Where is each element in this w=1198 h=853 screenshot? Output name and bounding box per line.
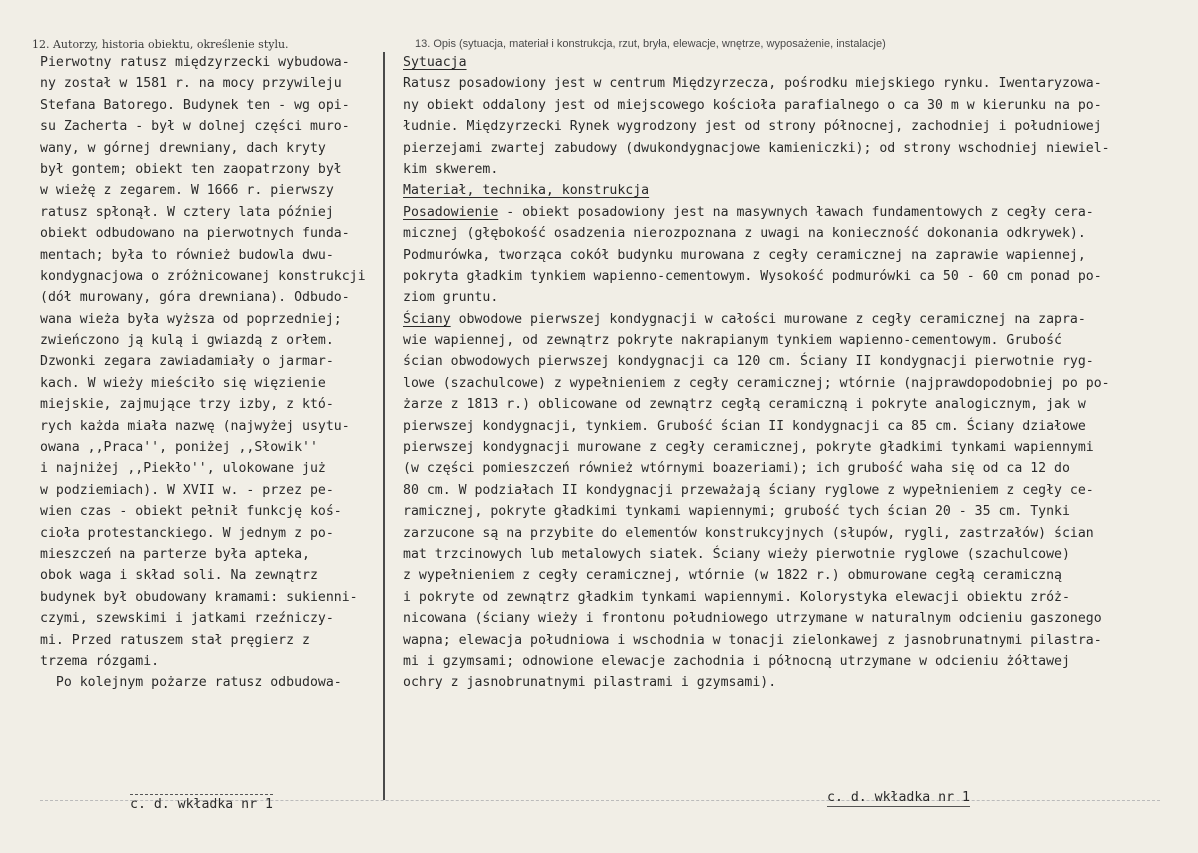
text-line: pierwszej kondygnacji, tynkiem. Grubość ścian II kondygnacji ca 85 cm. Ściany działowe — [403, 418, 1086, 434]
text-line: Stefana Batorego. Budynek ten - wg opi- — [40, 97, 350, 113]
text-line: Po kolejnym pożarze ratusz odbudowa- — [40, 675, 342, 691]
description-column — [403, 52, 1163, 694]
text-line: mi i gzymsami; odnowione elewacje zachodnia i północną utrzymane w odcieniu żółtawej — [403, 653, 1070, 669]
text-line: trzema rózgami. — [40, 653, 160, 669]
history-column — [40, 52, 380, 694]
text-line: wie wapiennej, od zewnątrz pokryte nakrapianym tynkiem wapienno-cementowym. Grubość — [403, 333, 1062, 349]
text-line: owana ,,Praca'', poniżej ,,Słowik'' — [40, 440, 318, 456]
text-line: Ratusz posadowiony jest w centrum Międzyrzecza, pośrodku miejskiego rynku. Iwentaryzowa- — [403, 76, 1102, 92]
text-line — [403, 309, 1163, 330]
text-line: kim skwerem. — [403, 161, 499, 177]
text-line: miejskie, zajmujące trzy izby, z któ- — [40, 397, 334, 413]
text-line — [403, 202, 1163, 223]
text-line: żarze z 1813 r.) oblicowane od zewnątrz cegłą ceramiczną i pokryte analogicznym, jak w — [403, 397, 1086, 413]
text-line: mieszczeń na parterze była apteka, — [40, 546, 310, 562]
text-line: w podziemiach). W XVII w. - przez pe- — [40, 482, 334, 498]
subsection-heading: Materiał, technika, konstrukcja — [403, 183, 650, 199]
text-line: Pierwotny ratusz międzyrzecki wybudowa- — [40, 55, 350, 70]
text-line: ny obiekt oddalony jest od miejscowego kościoła parafialnego o ca 30 m w kierunku na po- — [403, 97, 1102, 113]
text-line: ochry z jasnobrunatnymi pilastrami i gzymsami). — [403, 675, 777, 691]
text-line: Dzwonki zegara zawiadamiały o jarmar- — [40, 354, 334, 370]
text-line: kondygnacjowa o zróżnicowanej konstrukcji — [40, 268, 366, 284]
text-line: i najniżej ,,Piekło'', ulokowane już — [40, 461, 326, 477]
text-line: pierwszej kondygnacji murowane z cegły ceramicznej, pokryte gładkimi tynkami wapiennymi — [403, 440, 1094, 456]
text-line: wapna; elewacja południowa i wschodnia w tonacji zielonkawej z jasnobrunatnymi pilastra- — [403, 632, 1102, 648]
subsection-heading: Sytuacja — [403, 55, 467, 70]
text-line: 80 cm. W podziałach II kondygnacji przeważają ściany ryglowe z wypełnieniem z cegły ce- — [403, 482, 1094, 498]
text-line: pierzejami zwartej zabudowy (dwukondygnacjowe kamieniczki); od strony wschodniej niewiel- — [403, 140, 1110, 156]
text-line: w wieżę z zegarem. W 1666 r. pierwszy — [40, 183, 334, 199]
text-line: wany, w górnej drewniany, dach kryty — [40, 140, 326, 156]
text-line: mi. Przed ratuszem stał pręgierz z — [40, 632, 310, 648]
continuation-note-left: c. d. wkładka nr 1 — [130, 794, 273, 812]
text-line: obok waga i skład soli. Na zewnątrz — [40, 568, 318, 584]
text-line: su Zacherta - był w dolnej części muro- — [40, 119, 350, 135]
paragraph-lead-term: Ściany — [403, 311, 451, 327]
text-line: wien czas - obiekt pełnił funkcję koś- — [40, 504, 342, 520]
text-line: zwieńczono ją kulą i gwiazdą z orłem. — [40, 333, 334, 349]
text-line: rych każda miała nazwę (najwyżej usytu- — [40, 418, 350, 434]
text-line: mat trzcinowych lub metalowych siatek. Ściany wieży pierwotnie ryglowe (szachulcowe) — [403, 546, 1070, 562]
text-line: zarzucone są na przybite do elementów konstrukcyjnych (słupów, rygli, zastrzałów) ścian — [403, 525, 1094, 541]
text-line: ścian obwodowych pierwszej kondygnacji ca 120 cm. Ściany II kondygnacji pierwotnie ryg- — [403, 354, 1094, 370]
text-line: budynek był obudowany kramami: sukienni- — [40, 589, 358, 605]
text-line: był gontem; obiekt ten zaopatrzony był — [40, 161, 342, 177]
section-header-description: 13. Opis (sytuacja, materiał i konstrukcja, rzut, bryła, elewacje, wnętrze, wyposażenie, instalacje) — [415, 38, 886, 50]
text-line: nicowana (ściany wieży i frontonu południowego utrzymane w naturalnym odcieniu gaszonego — [403, 611, 1102, 627]
text-line: i pokryte od zewnątrz gładkim tynkami wapiennymi. Kolorystyka elewacji obiektu zróż- — [403, 589, 1070, 605]
text-line: (w części pomieszczeń również wtórnymi boazeriami); ich grubość waha się od ca 12 do — [403, 461, 1070, 477]
text-line: cioła protestanckiego. W jednym z po- — [40, 525, 334, 541]
text-line: ny został w 1581 r. na mocy przywileju — [40, 76, 342, 92]
text-line: ramicznej, pokryte gładkimi tynkami wapiennymi; grubość tych ścian 20 - 35 cm. Tynki — [403, 504, 1070, 520]
text-line: (dół murowany, góra drewniana). Odbudo- — [40, 290, 350, 306]
section-header-authors-history: 12. Autorzy, historia obiektu, określenie stylu. — [32, 38, 289, 51]
text-line: z wypełnieniem z cegły ceramicznej, wtórnie (w 1822 r.) obmurowane cegłą ceramiczną — [403, 568, 1062, 584]
column-divider — [383, 52, 385, 800]
text-line: ziom gruntu. — [403, 290, 499, 306]
text-line: czymi, szewskimi i jatkami rzeźniczy- — [40, 611, 334, 627]
text-line: pokryta gładkim tynkiem wapienno-cementowym. Wysokość podmurówki ca 50 - 60 cm ponad po- — [403, 268, 1102, 284]
paragraph-text: - obiekt posadowiony jest na masywnych ławach fundamentowych z cegły cera- — [498, 204, 1094, 220]
text-line: mentach; była to również budowla dwu- — [40, 247, 334, 263]
continuation-note-right: c. d. wkładka nr 1 — [827, 790, 970, 805]
text-line: wana wieża była wyższa od poprzedniej; — [40, 311, 342, 327]
text-line: łudnie. Międzyrzecki Rynek wygrodzony jest od strony północnej, zachodniej i południowej — [403, 119, 1102, 135]
paragraph-lead-term: Posadowienie — [403, 204, 499, 220]
paragraph-text: obwodowe pierwszej kondygnacji w całości murowane z cegły ceramicznej na zapra- — [450, 311, 1086, 327]
text-line: Podmurówka, tworząca cokół budynku murowana z cegły ceramicznej na zaprawie wapiennej, — [403, 247, 1086, 263]
text-line: kach. W wieży mieściło się więzienie — [40, 375, 326, 391]
text-line: ratusz spłonął. W cztery lata później — [40, 204, 334, 220]
text-line: obiekt odbudowano na pierwotnych funda- — [40, 226, 350, 242]
text-line: micznej (głębokość osadzenia nierozpoznana z uwagi na konieczność dokonania odkrywek). — [403, 226, 1086, 242]
text-line: lowe (szachulcowe) z wypełnieniem z cegły ceramicznej; wtórnie (najprawdopodobniej po po- — [403, 375, 1110, 391]
